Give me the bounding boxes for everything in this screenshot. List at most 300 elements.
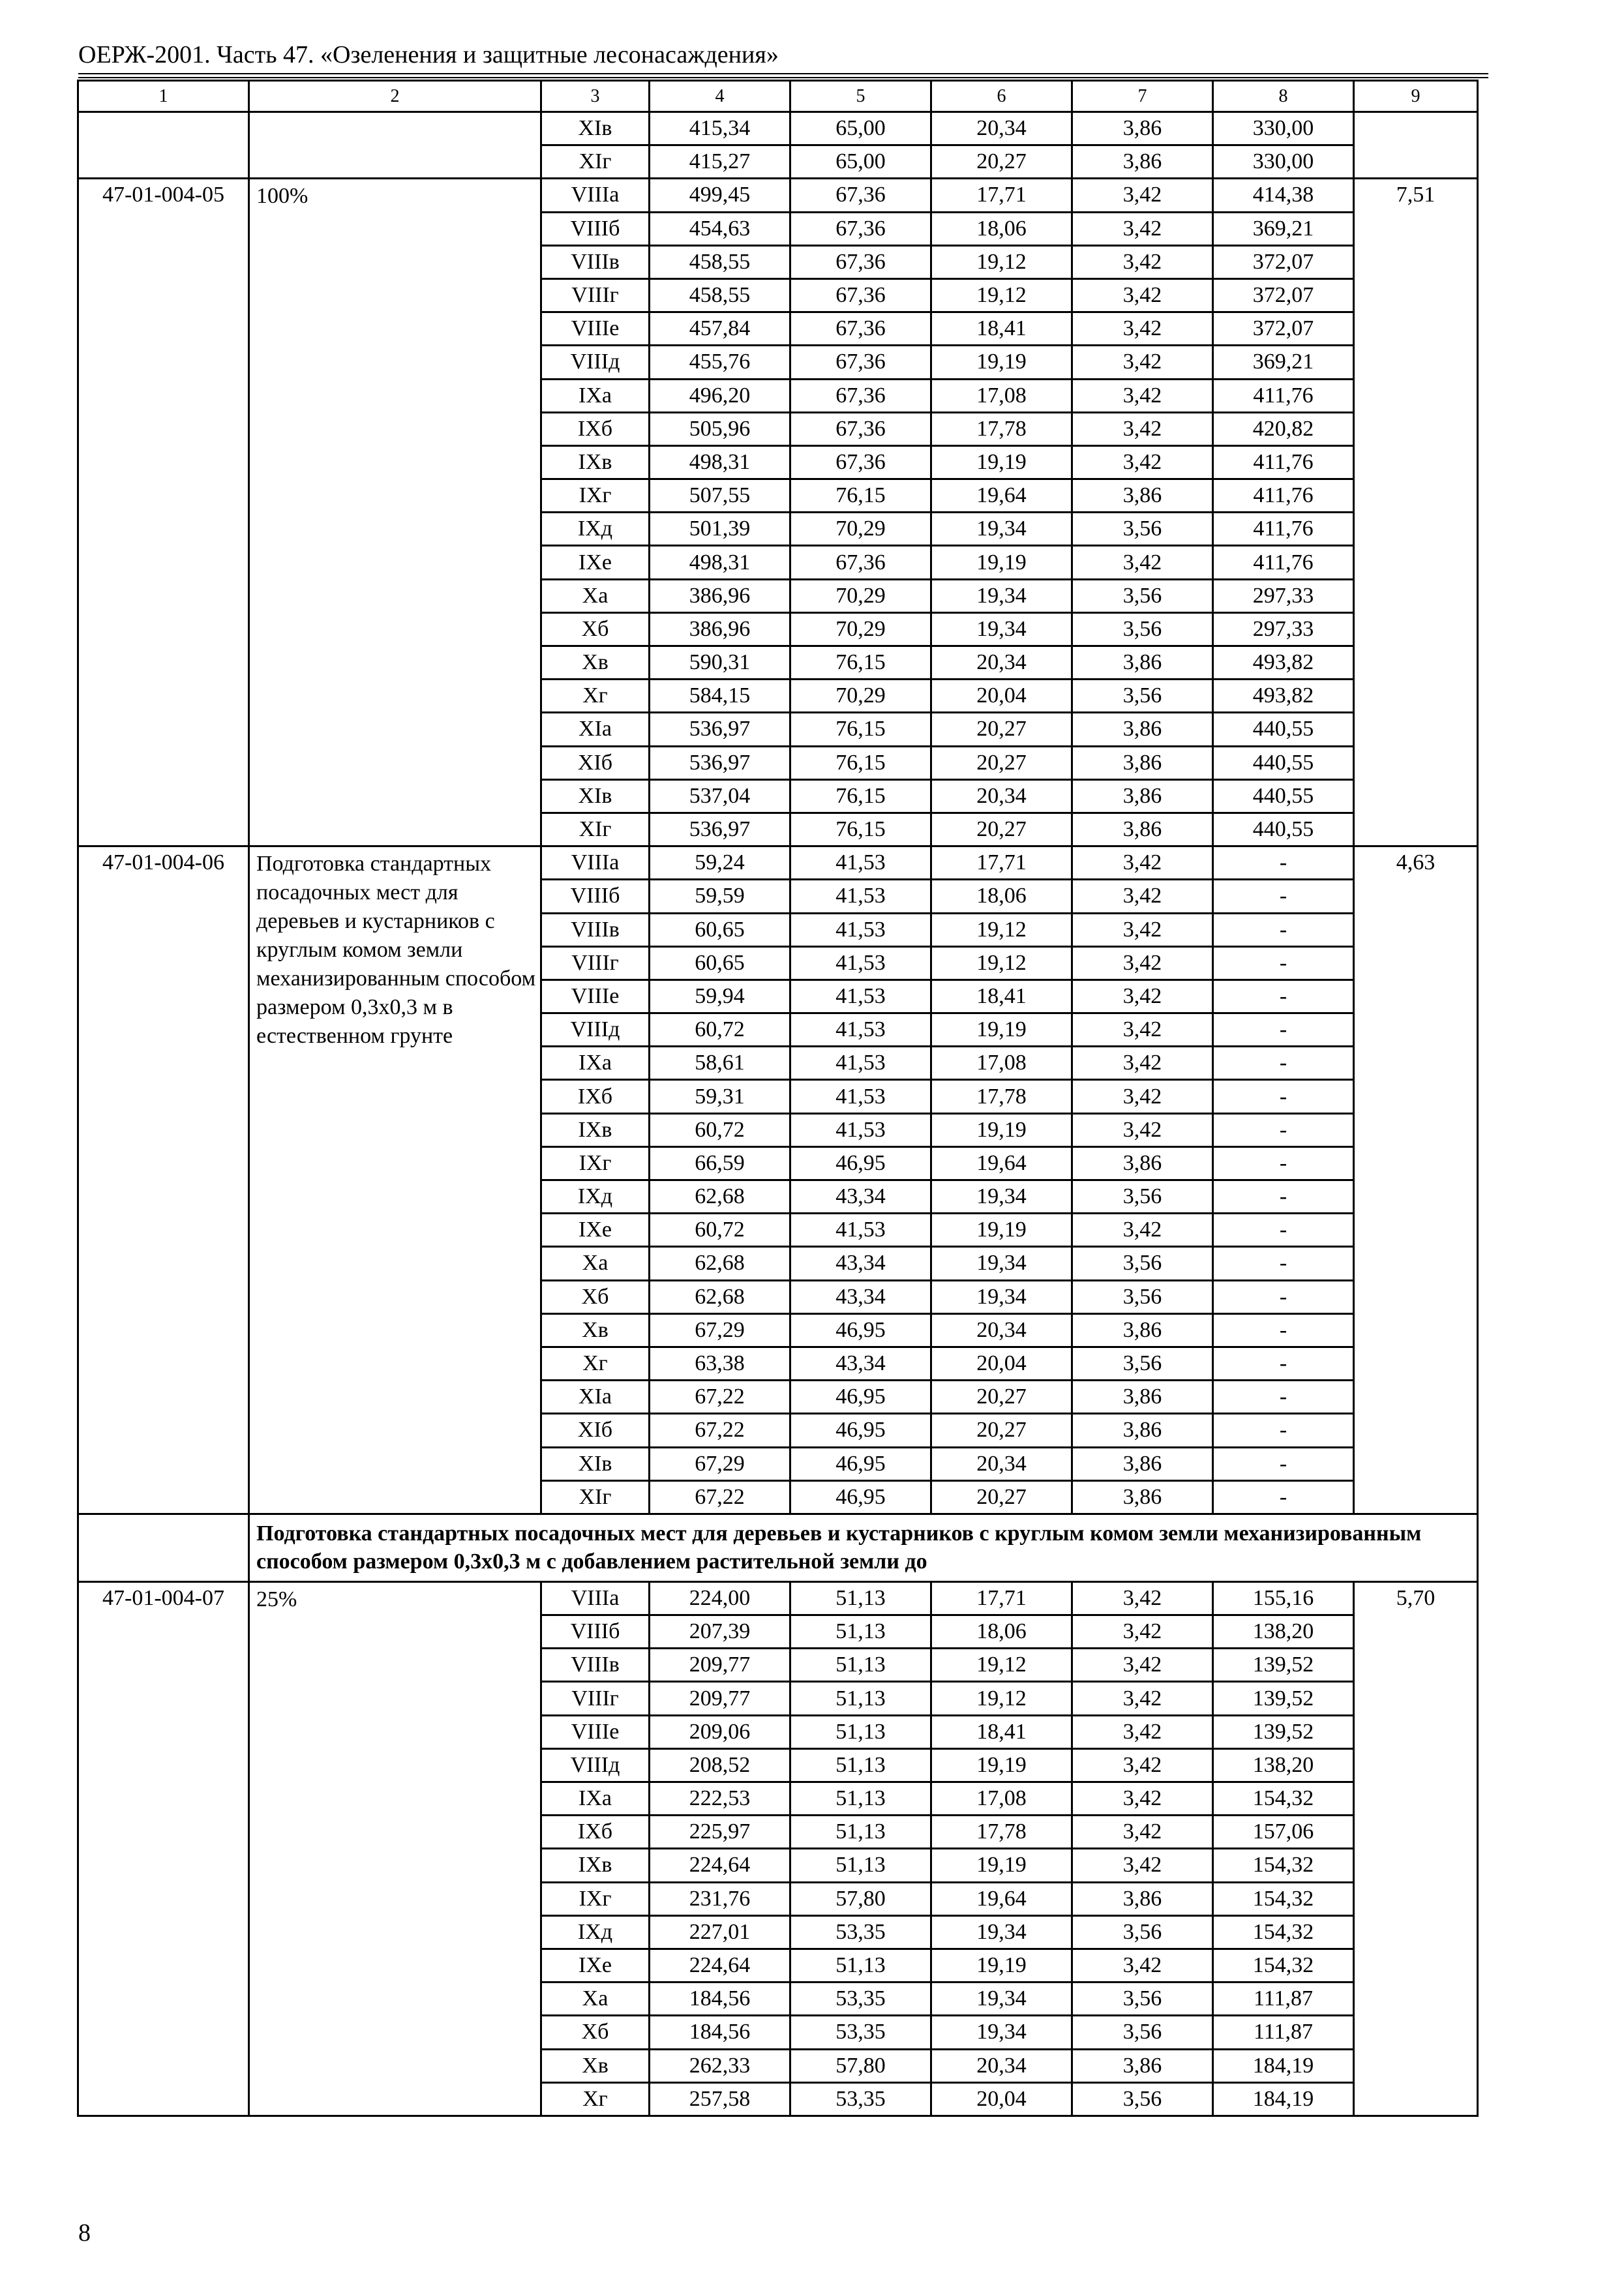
- driver-wages-cell: 3,86: [1072, 479, 1213, 513]
- zone-cell: XIг: [541, 813, 650, 846]
- wages-cell: 46,95: [790, 1414, 931, 1447]
- total-cost-cell: 415,27: [650, 145, 790, 179]
- zone-cell: Xг: [541, 1347, 650, 1380]
- materials-cell: -: [1213, 1047, 1354, 1080]
- materials-cell: 411,76: [1213, 479, 1354, 513]
- rate-code-cell: [78, 112, 249, 179]
- materials-cell: 369,21: [1213, 212, 1354, 245]
- total-cost-cell: 224,00: [650, 1581, 790, 1615]
- driver-wages-cell: 3,42: [1072, 1782, 1213, 1816]
- machine-cost-cell: 19,64: [931, 1882, 1072, 1915]
- total-cost-cell: 498,31: [650, 546, 790, 579]
- total-cost-cell: 536,97: [650, 713, 790, 746]
- machine-cost-cell: 18,41: [931, 312, 1072, 346]
- driver-wages-cell: 3,56: [1072, 1280, 1213, 1313]
- total-cost-cell: 536,97: [650, 813, 790, 846]
- total-cost-cell: 67,29: [650, 1313, 790, 1347]
- materials-cell: -: [1213, 946, 1354, 980]
- materials-cell: 157,06: [1213, 1816, 1354, 1849]
- zone-cell: VIIIд: [541, 1748, 650, 1782]
- machine-cost-cell: 17,71: [931, 179, 1072, 212]
- driver-wages-cell: 3,42: [1072, 913, 1213, 946]
- table-row: [78, 112, 1478, 145]
- zone-cell: VIIIв: [541, 913, 650, 946]
- driver-wages-cell: 3,42: [1072, 212, 1213, 245]
- total-cost-cell: 499,45: [650, 179, 790, 212]
- driver-wages-cell: 3,42: [1072, 1748, 1213, 1782]
- machine-cost-cell: 17,78: [931, 412, 1072, 445]
- wages-cell: 76,15: [790, 813, 931, 846]
- machine-cost-cell: 18,41: [931, 980, 1072, 1013]
- machine-cost-cell: 19,34: [931, 1180, 1072, 1214]
- column-number-cell: 1: [78, 81, 249, 112]
- driver-wages-cell: 3,42: [1072, 1949, 1213, 1982]
- total-cost-cell: 59,31: [650, 1080, 790, 1113]
- wages-cell: 51,13: [790, 1682, 931, 1715]
- rates-table: [77, 80, 1479, 2117]
- wages-cell: 46,95: [790, 1381, 931, 1414]
- materials-cell: -: [1213, 913, 1354, 946]
- zone-cell: IXа: [541, 1047, 650, 1080]
- total-cost-cell: 505,96: [650, 412, 790, 445]
- wages-cell: 51,13: [790, 1748, 931, 1782]
- total-cost-cell: 59,24: [650, 846, 790, 880]
- total-cost-cell: 184,56: [650, 1982, 790, 2016]
- driver-wages-cell: 3,42: [1072, 346, 1213, 379]
- driver-wages-cell: 3,86: [1072, 1882, 1213, 1915]
- driver-wages-cell: 3,86: [1072, 779, 1213, 813]
- driver-wages-cell: 3,56: [1072, 1347, 1213, 1380]
- table-row: [78, 846, 1478, 880]
- machine-cost-cell: 17,08: [931, 379, 1072, 412]
- materials-cell: -: [1213, 1080, 1354, 1113]
- wages-cell: 70,29: [790, 579, 931, 612]
- machine-cost-cell: 20,27: [931, 1381, 1072, 1414]
- zone-cell: XIв: [541, 1447, 650, 1480]
- machine-cost-cell: 19,34: [931, 513, 1072, 546]
- driver-wages-cell: 3,56: [1072, 1247, 1213, 1280]
- wages-cell: 43,34: [790, 1247, 931, 1280]
- machine-cost-cell: 17,08: [931, 1047, 1072, 1080]
- column-number-cell: 3: [541, 81, 650, 112]
- wages-cell: 41,53: [790, 846, 931, 880]
- materials-cell: 111,87: [1213, 1982, 1354, 2016]
- zone-cell: XIв: [541, 112, 650, 145]
- total-cost-cell: 536,97: [650, 746, 790, 779]
- zone-cell: IXд: [541, 1180, 650, 1214]
- materials-cell: 330,00: [1213, 145, 1354, 179]
- total-cost-cell: 60,65: [650, 913, 790, 946]
- materials-cell: -: [1213, 1280, 1354, 1313]
- wages-cell: 53,35: [790, 2016, 931, 2049]
- driver-wages-cell: 3,42: [1072, 278, 1213, 312]
- wages-cell: 67,36: [790, 312, 931, 346]
- materials-cell: -: [1213, 1180, 1354, 1214]
- table-body: [78, 81, 1478, 2116]
- machine-cost-cell: 19,12: [931, 1649, 1072, 1682]
- total-cost-cell: 458,55: [650, 245, 790, 278]
- zone-cell: VIIIг: [541, 946, 650, 980]
- total-cost-cell: 209,77: [650, 1682, 790, 1715]
- driver-wages-cell: 3,86: [1072, 646, 1213, 680]
- wages-cell: 46,95: [790, 1313, 931, 1347]
- group-header-row: [78, 1514, 1478, 1581]
- machine-cost-cell: 20,04: [931, 680, 1072, 713]
- machine-cost-cell: 19,19: [931, 1748, 1072, 1782]
- driver-wages-cell: 3,42: [1072, 1849, 1213, 1882]
- total-cost-cell: 231,76: [650, 1882, 790, 1915]
- zone-cell: VIIIв: [541, 1649, 650, 1682]
- driver-wages-cell: 3,86: [1072, 1414, 1213, 1447]
- header-rule: [78, 73, 1488, 78]
- wages-cell: 51,13: [790, 1615, 931, 1649]
- zone-cell: VIIIг: [541, 1682, 650, 1715]
- zone-cell: XIв: [541, 779, 650, 813]
- total-cost-cell: 458,55: [650, 278, 790, 312]
- machine-cost-cell: 19,19: [931, 546, 1072, 579]
- machine-cost-cell: 20,34: [931, 2049, 1072, 2082]
- machine-cost-cell: 19,12: [931, 1682, 1072, 1715]
- driver-wages-cell: 3,42: [1072, 1715, 1213, 1748]
- machine-cost-cell: 20,34: [931, 112, 1072, 145]
- machine-cost-cell: 19,34: [931, 2016, 1072, 2049]
- driver-wages-cell: 3,42: [1072, 412, 1213, 445]
- materials-cell: -: [1213, 1480, 1354, 1514]
- wages-cell: 57,80: [790, 2049, 931, 2082]
- driver-wages-cell: 3,56: [1072, 1915, 1213, 1949]
- driver-wages-cell: 3,56: [1072, 680, 1213, 713]
- driver-wages-cell: 3,42: [1072, 1649, 1213, 1682]
- materials-cell: 372,07: [1213, 278, 1354, 312]
- materials-cell: -: [1213, 880, 1354, 913]
- work-description-cell: 100%: [249, 179, 541, 846]
- table-row: [78, 1581, 1478, 1615]
- zone-cell: Xб: [541, 2016, 650, 2049]
- column-number-cell: 6: [931, 81, 1072, 112]
- driver-wages-cell: 3,86: [1072, 1480, 1213, 1514]
- zone-cell: IXг: [541, 479, 650, 513]
- zone-cell: Xа: [541, 579, 650, 612]
- driver-wages-cell: 3,42: [1072, 846, 1213, 880]
- column-number-cell: 5: [790, 81, 931, 112]
- machine-cost-cell: 19,12: [931, 946, 1072, 980]
- materials-cell: 155,16: [1213, 1581, 1354, 1615]
- rate-code-cell: 47-01-004-07: [78, 1581, 249, 2116]
- driver-wages-cell: 3,86: [1072, 112, 1213, 145]
- machine-cost-cell: 19,12: [931, 245, 1072, 278]
- total-cost-cell: 457,84: [650, 312, 790, 346]
- column-number-cell: 9: [1354, 81, 1478, 112]
- driver-wages-cell: 3,42: [1072, 1682, 1213, 1715]
- total-cost-cell: 498,31: [650, 445, 790, 479]
- total-cost-cell: 222,53: [650, 1782, 790, 1816]
- wages-cell: 53,35: [790, 1915, 931, 1949]
- driver-wages-cell: 3,86: [1072, 713, 1213, 746]
- driver-wages-cell: 3,86: [1072, 2049, 1213, 2082]
- wages-cell: 70,29: [790, 680, 931, 713]
- materials-cell: -: [1213, 1214, 1354, 1247]
- driver-wages-cell: 3,86: [1072, 1381, 1213, 1414]
- total-cost-cell: 58,61: [650, 1047, 790, 1080]
- total-cost-cell: 224,64: [650, 1849, 790, 1882]
- materials-cell: 411,76: [1213, 546, 1354, 579]
- zone-cell: IXб: [541, 1080, 650, 1113]
- driver-wages-cell: 3,42: [1072, 1113, 1213, 1146]
- total-cost-cell: 66,59: [650, 1146, 790, 1180]
- materials-cell: 440,55: [1213, 713, 1354, 746]
- machine-cost-cell: 19,19: [931, 1849, 1072, 1882]
- materials-cell: 297,33: [1213, 579, 1354, 612]
- wages-cell: 76,15: [790, 713, 931, 746]
- machine-cost-cell: 19,19: [931, 445, 1072, 479]
- driver-wages-cell: 3,42: [1072, 1615, 1213, 1649]
- driver-wages-cell: 3,56: [1072, 2082, 1213, 2116]
- machine-cost-cell: 19,12: [931, 278, 1072, 312]
- machine-cost-cell: 19,34: [931, 1982, 1072, 2016]
- zone-cell: XIа: [541, 713, 650, 746]
- zone-cell: VIIIд: [541, 346, 650, 379]
- materials-cell: 139,52: [1213, 1715, 1354, 1748]
- driver-wages-cell: 3,86: [1072, 813, 1213, 846]
- materials-cell: -: [1213, 1381, 1354, 1414]
- column-number-cell: 7: [1072, 81, 1213, 112]
- materials-cell: -: [1213, 1113, 1354, 1146]
- materials-cell: -: [1213, 1447, 1354, 1480]
- machine-cost-cell: 19,12: [931, 913, 1072, 946]
- total-cost-cell: 455,76: [650, 346, 790, 379]
- wages-cell: 46,95: [790, 1480, 931, 1514]
- wages-cell: 41,53: [790, 980, 931, 1013]
- machine-cost-cell: 19,19: [931, 1214, 1072, 1247]
- zone-cell: Xв: [541, 2049, 650, 2082]
- materials-cell: -: [1213, 1414, 1354, 1447]
- total-cost-cell: 224,64: [650, 1949, 790, 1982]
- materials-cell: 111,87: [1213, 2016, 1354, 2049]
- total-cost-cell: 257,58: [650, 2082, 790, 2116]
- driver-wages-cell: 3,42: [1072, 1581, 1213, 1615]
- labor-cost-cell: [1354, 112, 1478, 179]
- machine-cost-cell: 20,04: [931, 1347, 1072, 1380]
- driver-wages-cell: 3,86: [1072, 1447, 1213, 1480]
- wages-cell: 51,13: [790, 1816, 931, 1849]
- wages-cell: 67,36: [790, 179, 931, 212]
- total-cost-cell: 537,04: [650, 779, 790, 813]
- wages-cell: 67,36: [790, 445, 931, 479]
- zone-cell: Xа: [541, 1247, 650, 1280]
- column-number-cell: 8: [1213, 81, 1354, 112]
- driver-wages-cell: 3,42: [1072, 1047, 1213, 1080]
- total-cost-cell: 67,29: [650, 1447, 790, 1480]
- driver-wages-cell: 3,42: [1072, 179, 1213, 212]
- total-cost-cell: 227,01: [650, 1915, 790, 1949]
- zone-cell: VIIIб: [541, 212, 650, 245]
- driver-wages-cell: 3,86: [1072, 746, 1213, 779]
- wages-cell: 51,13: [790, 1782, 931, 1816]
- machine-cost-cell: 18,06: [931, 1615, 1072, 1649]
- materials-cell: 184,19: [1213, 2049, 1354, 2082]
- driver-wages-cell: 3,56: [1072, 1982, 1213, 2016]
- wages-cell: 41,53: [790, 913, 931, 946]
- zone-cell: IXд: [541, 513, 650, 546]
- zone-cell: VIIIб: [541, 1615, 650, 1649]
- total-cost-cell: 225,97: [650, 1816, 790, 1849]
- total-cost-cell: 60,72: [650, 1013, 790, 1047]
- page-header: ОЕРЖ-2001. Часть 47. «Озеленения и защитные лесонасаждения»: [78, 41, 779, 68]
- machine-cost-cell: 18,06: [931, 212, 1072, 245]
- machine-cost-cell: 20,34: [931, 1313, 1072, 1347]
- total-cost-cell: 59,59: [650, 880, 790, 913]
- wages-cell: 76,15: [790, 746, 931, 779]
- machine-cost-cell: 20,34: [931, 1447, 1072, 1480]
- materials-cell: 420,82: [1213, 412, 1354, 445]
- wages-cell: 41,53: [790, 1047, 931, 1080]
- column-number-cell: 4: [650, 81, 790, 112]
- materials-cell: 154,32: [1213, 1849, 1354, 1882]
- wages-cell: 76,15: [790, 779, 931, 813]
- zone-cell: VIIIа: [541, 1581, 650, 1615]
- machine-cost-cell: 17,71: [931, 1581, 1072, 1615]
- driver-wages-cell: 3,42: [1072, 980, 1213, 1013]
- machine-cost-cell: 20,34: [931, 646, 1072, 680]
- zone-cell: IXв: [541, 1849, 650, 1882]
- zone-cell: XIб: [541, 746, 650, 779]
- wages-cell: 67,36: [790, 278, 931, 312]
- total-cost-cell: 386,96: [650, 612, 790, 646]
- materials-cell: 411,76: [1213, 379, 1354, 412]
- zone-cell: IXе: [541, 1949, 650, 1982]
- zone-cell: IXв: [541, 1113, 650, 1146]
- zone-cell: VIIIа: [541, 846, 650, 880]
- wages-cell: 76,15: [790, 479, 931, 513]
- materials-cell: 330,00: [1213, 112, 1354, 145]
- work-description-cell: 25%: [249, 1581, 541, 2116]
- zone-cell: Xа: [541, 1982, 650, 2016]
- zone-cell: VIIIе: [541, 312, 650, 346]
- wages-cell: 53,35: [790, 2082, 931, 2116]
- machine-cost-cell: 20,27: [931, 1480, 1072, 1514]
- driver-wages-cell: 3,56: [1072, 1180, 1213, 1214]
- total-cost-cell: 209,06: [650, 1715, 790, 1748]
- materials-cell: 372,07: [1213, 312, 1354, 346]
- wages-cell: 67,36: [790, 379, 931, 412]
- machine-cost-cell: 19,34: [931, 1915, 1072, 1949]
- machine-cost-cell: 19,19: [931, 1113, 1072, 1146]
- wages-cell: 67,36: [790, 546, 931, 579]
- driver-wages-cell: 3,42: [1072, 1013, 1213, 1047]
- wages-cell: 65,00: [790, 112, 931, 145]
- materials-cell: 154,32: [1213, 1915, 1354, 1949]
- wages-cell: 67,36: [790, 346, 931, 379]
- zone-cell: VIIIб: [541, 880, 650, 913]
- materials-cell: 372,07: [1213, 245, 1354, 278]
- total-cost-cell: 184,56: [650, 2016, 790, 2049]
- materials-cell: 154,32: [1213, 1782, 1354, 1816]
- wages-cell: 51,13: [790, 1715, 931, 1748]
- machine-cost-cell: 19,19: [931, 1013, 1072, 1047]
- materials-cell: -: [1213, 980, 1354, 1013]
- wages-cell: 76,15: [790, 646, 931, 680]
- materials-cell: -: [1213, 1013, 1354, 1047]
- total-cost-cell: 60,72: [650, 1113, 790, 1146]
- zone-cell: Xб: [541, 1280, 650, 1313]
- machine-cost-cell: 20,27: [931, 713, 1072, 746]
- wages-cell: 67,36: [790, 245, 931, 278]
- machine-cost-cell: 20,27: [931, 145, 1072, 179]
- rate-code-cell: 47-01-004-05: [78, 179, 249, 846]
- materials-cell: 414,38: [1213, 179, 1354, 212]
- driver-wages-cell: 3,86: [1072, 1146, 1213, 1180]
- work-description-cell: [249, 112, 541, 179]
- wages-cell: 46,95: [790, 1146, 931, 1180]
- zone-cell: VIIIе: [541, 980, 650, 1013]
- driver-wages-cell: 3,56: [1072, 612, 1213, 646]
- machine-cost-cell: 19,19: [931, 346, 1072, 379]
- zone-cell: Xб: [541, 612, 650, 646]
- wages-cell: 53,35: [790, 1982, 931, 2016]
- rate-code-cell: 47-01-004-06: [78, 846, 249, 1514]
- materials-cell: -: [1213, 1313, 1354, 1347]
- labor-cost-cell: 4,63: [1354, 846, 1478, 1514]
- machine-cost-cell: 20,34: [931, 779, 1072, 813]
- wages-cell: 65,00: [790, 145, 931, 179]
- wages-cell: 70,29: [790, 612, 931, 646]
- total-cost-cell: 62,68: [650, 1180, 790, 1214]
- driver-wages-cell: 3,56: [1072, 2016, 1213, 2049]
- table-row: [78, 179, 1478, 212]
- zone-cell: IXб: [541, 412, 650, 445]
- wages-cell: 51,13: [790, 1949, 931, 1982]
- total-cost-cell: 501,39: [650, 513, 790, 546]
- machine-cost-cell: 19,34: [931, 1280, 1072, 1313]
- driver-wages-cell: 3,42: [1072, 245, 1213, 278]
- materials-cell: 138,20: [1213, 1748, 1354, 1782]
- wages-cell: 51,13: [790, 1581, 931, 1615]
- materials-cell: 154,32: [1213, 1949, 1354, 1982]
- total-cost-cell: 584,15: [650, 680, 790, 713]
- zone-cell: VIIIе: [541, 1715, 650, 1748]
- materials-cell: 440,55: [1213, 779, 1354, 813]
- total-cost-cell: 62,68: [650, 1280, 790, 1313]
- driver-wages-cell: 3,42: [1072, 546, 1213, 579]
- materials-cell: 411,76: [1213, 513, 1354, 546]
- driver-wages-cell: 3,42: [1072, 946, 1213, 980]
- machine-cost-cell: 17,71: [931, 846, 1072, 880]
- labor-cost-cell: 7,51: [1354, 179, 1478, 846]
- zone-cell: VIIIв: [541, 245, 650, 278]
- machine-cost-cell: 17,78: [931, 1080, 1072, 1113]
- driver-wages-cell: 3,42: [1072, 1214, 1213, 1247]
- wages-cell: 46,95: [790, 1447, 931, 1480]
- wages-cell: 41,53: [790, 1013, 931, 1047]
- wages-cell: 67,36: [790, 212, 931, 245]
- machine-cost-cell: 19,64: [931, 479, 1072, 513]
- driver-wages-cell: 3,86: [1072, 1313, 1213, 1347]
- work-description-cell: Подготовка стандартных посадочных мест для деревьев и кустарников с круглым комом земли механизированным способом размером 0,3х0,3 м в естественном грунте: [249, 846, 541, 1514]
- driver-wages-cell: 3,56: [1072, 513, 1213, 546]
- machine-cost-cell: 17,08: [931, 1782, 1072, 1816]
- zone-cell: IXв: [541, 445, 650, 479]
- total-cost-cell: 496,20: [650, 379, 790, 412]
- wages-cell: 67,36: [790, 412, 931, 445]
- wages-cell: 41,53: [790, 1113, 931, 1146]
- zone-cell: IXб: [541, 1816, 650, 1849]
- driver-wages-cell: 3,42: [1072, 1080, 1213, 1113]
- zone-cell: XIг: [541, 145, 650, 179]
- materials-cell: 139,52: [1213, 1649, 1354, 1682]
- materials-cell: 493,82: [1213, 680, 1354, 713]
- zone-cell: XIа: [541, 1381, 650, 1414]
- machine-cost-cell: 19,34: [931, 1247, 1072, 1280]
